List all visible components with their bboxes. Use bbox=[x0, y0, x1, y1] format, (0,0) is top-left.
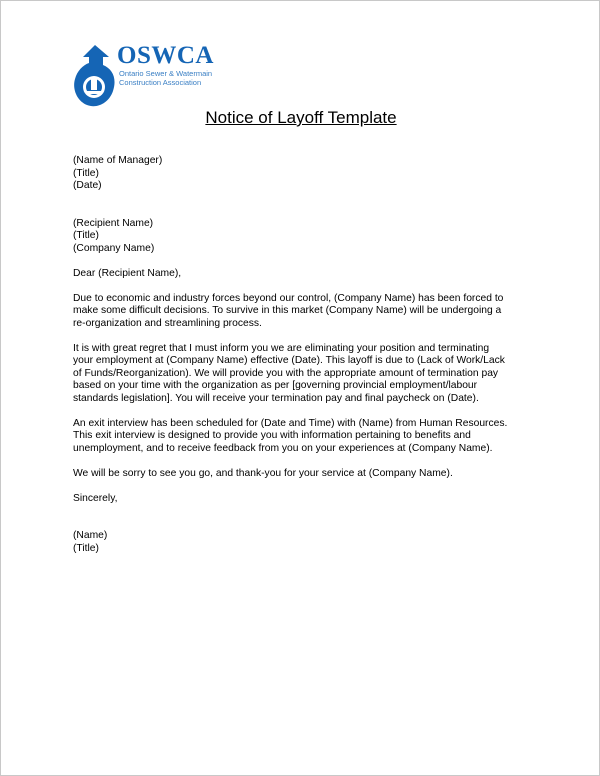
logo-subtitle-line1: Ontario Sewer & Watermain bbox=[119, 69, 213, 78]
salutation-text: Dear (Recipient Name), bbox=[73, 267, 182, 279]
paragraph-line: of Funds/Reorganization). We will provide you with the appropriate amount of termination pay bbox=[73, 367, 499, 379]
oswca-logo bbox=[73, 41, 243, 111]
paragraph-line: standards legislation]. You will receive your termination pay and final paycheck on (Date). bbox=[73, 392, 479, 404]
sender-block bbox=[73, 155, 543, 193]
paragraph-line: your employment at (Company Name) effective (Date). This layoff is due to (Lack of Work/Lack bbox=[73, 355, 505, 366]
paragraph-line: This exit interview is designed to provide you with information pertaining to benefits and bbox=[73, 430, 471, 441]
letter-body bbox=[73, 155, 543, 568]
paragraph-4 bbox=[73, 468, 543, 481]
closing-text: Sincerely, bbox=[73, 492, 118, 504]
salutation bbox=[73, 268, 543, 281]
signature-title: (Title) bbox=[73, 542, 99, 554]
paragraph-line: Due to economic and industry forces beyond our control, (Company Name) has been forced to bbox=[73, 292, 504, 304]
paragraph-3 bbox=[73, 418, 543, 456]
recipient-block bbox=[73, 218, 543, 256]
logo-emblem-icon bbox=[73, 41, 117, 111]
paragraph-2 bbox=[73, 343, 543, 406]
logo-subtitle-line2: Construction Association bbox=[119, 78, 202, 87]
paragraph-line: based on your time with the organization as per [governing provincial employment/labour bbox=[73, 380, 478, 391]
paragraph-line: re-organization and streamlining process. bbox=[73, 317, 262, 329]
signature-name: (Name) bbox=[73, 530, 108, 541]
document-title: Notice of Layoff Template bbox=[205, 108, 397, 127]
sender-date: (Date) bbox=[73, 180, 102, 191]
signature-block bbox=[73, 530, 543, 555]
paragraph-line: We will be sorry to see you go, and thank-you for your service at (Company Name). bbox=[73, 467, 453, 479]
sender-title: (Title) bbox=[73, 167, 99, 179]
paragraph-line: unemployment, and to receive feedback from you on your experiences at (Company Name). bbox=[73, 442, 493, 454]
closing bbox=[73, 493, 543, 506]
recipient-name: (Recipient Name) bbox=[73, 217, 154, 229]
sender-name: (Name of Manager) bbox=[73, 155, 163, 166]
recipient-company: (Company Name) bbox=[73, 242, 155, 254]
logo-wordmark: OSWCA bbox=[117, 42, 214, 69]
paragraph-line: It is with great regret that I must inform you we are eliminating your position and terminating bbox=[73, 342, 490, 354]
paragraph-line: An exit interview has been scheduled for (Date and Time) with (Name) from Human Resources. bbox=[73, 417, 508, 429]
recipient-title: (Title) bbox=[73, 230, 99, 241]
paragraph-1 bbox=[73, 293, 543, 331]
paragraph-line: make some difficult decisions. To survive in this market (Company Name) will be undergoing a bbox=[73, 305, 502, 316]
